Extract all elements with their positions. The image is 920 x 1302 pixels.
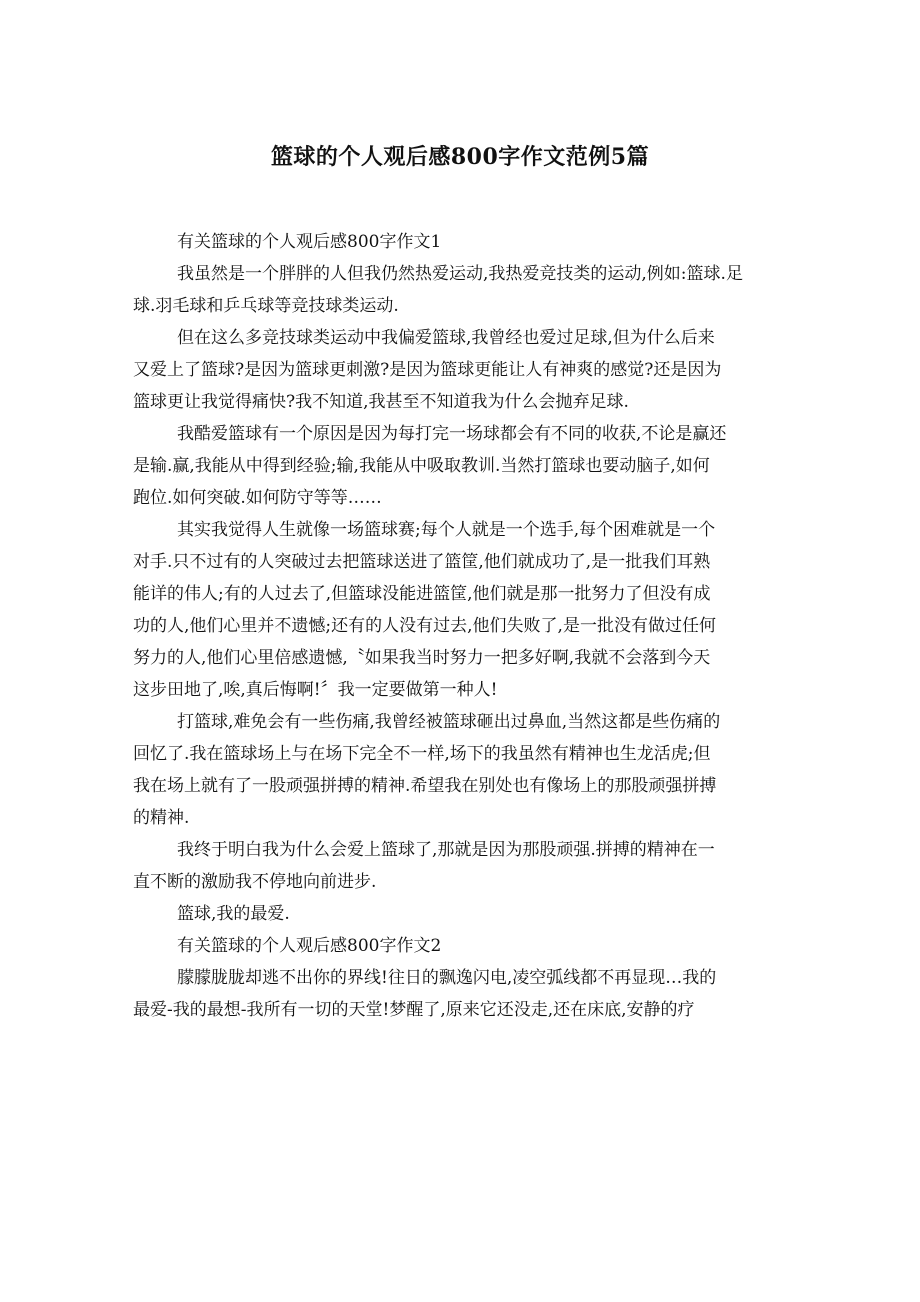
line: 又爱上了篮球?是因为篮球更刺激?是因为篮球更能让人有神爽的感觉?还是因为 xyxy=(133,360,722,380)
paragraph xyxy=(133,706,783,834)
line: 其实我觉得人生就像一场篮球赛;每个人就是一个选手,每个困难就是一个 xyxy=(177,520,716,540)
line: 努力的人,他们心里倍感遗憾,〝如果我当时努力一把多好啊,我就不会落到今天 xyxy=(133,648,711,668)
line: 朦朦胧胧却逃不出你的界线!往日的飘逸闪电,凌空弧线都不再显现…我的 xyxy=(177,968,717,988)
paragraph xyxy=(133,834,783,898)
document-body xyxy=(133,226,783,1026)
line: 功的人,他们心里并不遗憾;还有的人没有过去,他们失败了,是一批没有做过任何 xyxy=(133,616,716,636)
line: 跑位.如何突破.如何防守等等…… xyxy=(133,488,382,508)
line: 有关篮球的个人观后感800字作文1 xyxy=(177,232,442,252)
line: 篮球更让我觉得痛快?我不知道,我甚至不知道我为什么会抛弃足球. xyxy=(133,392,629,412)
line: 打篮球,难免会有一些伤痛,我曾经被篮球砸出过鼻血,当然这都是些伤痛的 xyxy=(177,712,721,732)
line: 球.羽毛球和乒乓球等竞技球类运动. xyxy=(133,296,399,316)
line: 但在这么多竞技球类运动中我偏爱篮球,我曾经也爱过足球,但为什么后来 xyxy=(177,328,715,348)
paragraph xyxy=(133,514,783,706)
paragraph xyxy=(133,258,783,322)
line: 我虽然是一个胖胖的人但我仍然热爱运动,我热爱竞技类的运动,例如:篮球.足 xyxy=(177,264,743,284)
line: 我酷爱篮球有一个原因是因为每打完一场球都会有不同的收获,不论是赢还 xyxy=(177,424,727,444)
paragraph xyxy=(133,898,783,930)
line: 篮球,我的最爱. xyxy=(177,904,290,924)
section-heading-2 xyxy=(133,930,783,962)
paragraph xyxy=(133,418,783,514)
line: 有关篮球的个人观后感800字作文2 xyxy=(177,936,442,956)
paragraph xyxy=(133,962,783,1026)
line: 回忆了.我在篮球场上与在场下完全不一样,场下的我虽然有精神也生龙活虎;但 xyxy=(133,744,711,764)
line: 对手.只不过有的人突破过去把篮球送进了篮筐,他们就成功了,是一批我们耳熟 xyxy=(133,552,711,572)
line: 直不断的激励我不停地向前进步. xyxy=(133,872,377,892)
section-heading-1 xyxy=(133,226,783,258)
paragraph xyxy=(133,322,783,418)
line: 最爱-我的最想-我所有一切的天堂!梦醒了,原来它还没走,还在床底,安静的疗 xyxy=(133,1000,695,1020)
document-title: 篮球的个人观后感800字作文范例5篇 xyxy=(270,144,650,170)
line: 的精神. xyxy=(133,808,190,828)
line: 我在场上就有了一股顽强拼搏的精神.希望我在别处也有像场上的那股顽强拼搏 xyxy=(133,776,717,796)
line: 我终于明白我为什么会爱上篮球了,那就是因为那股顽强.拼搏的精神在一 xyxy=(177,840,715,860)
line: 是输.赢,我能从中得到经验;输,我能从中吸取教训.当然打篮球也要动脑子,如何 xyxy=(133,456,710,476)
line: 能详的伟人;有的人过去了,但篮球没能进篮筐,他们就是那一批努力了但没有成 xyxy=(133,584,711,604)
line: 这步田地了,唉,真后悔啊!〞我一定要做第一种人! xyxy=(133,680,498,700)
